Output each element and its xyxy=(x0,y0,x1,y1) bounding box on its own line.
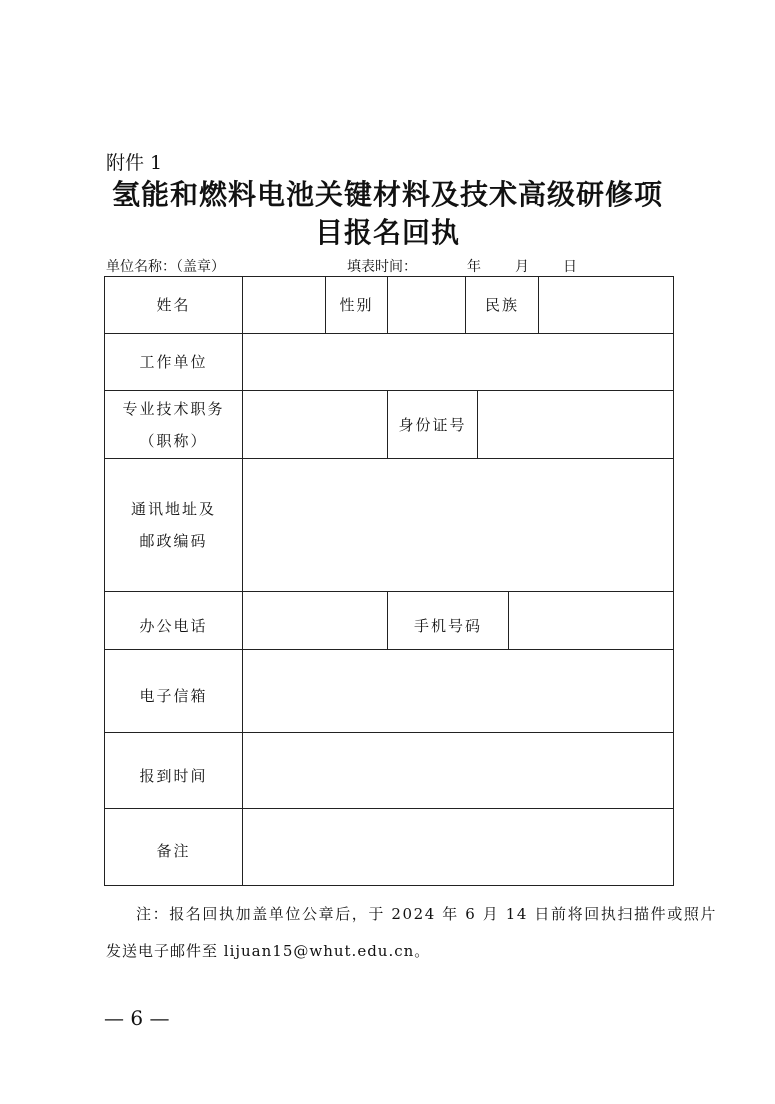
name-field[interactable] xyxy=(243,277,325,333)
gender-field[interactable] xyxy=(388,277,465,333)
address-label xyxy=(105,459,242,591)
office-phone-label: 办公电话 xyxy=(139,616,208,635)
attachment-label: 附件 1 xyxy=(106,152,163,174)
remarks-field[interactable] xyxy=(243,809,673,885)
id-number-field[interactable] xyxy=(478,391,673,458)
gender-label: 性别 xyxy=(339,296,374,314)
table-border xyxy=(104,885,674,886)
address-field[interactable] xyxy=(243,459,673,591)
document-title xyxy=(100,176,675,252)
title-line-1: 氢能和燃料电池关键材料及技术高级研修项 xyxy=(111,178,663,211)
professional-title-label xyxy=(105,391,242,458)
page-number: — 6 — xyxy=(104,1006,170,1030)
address-line-1: 通讯地址及 xyxy=(130,500,216,518)
office-phone-field[interactable] xyxy=(243,592,387,649)
unit-name-label: 单位名称：（盖章） xyxy=(106,259,225,275)
title-line-2: 目报名回执 xyxy=(314,216,460,249)
id-number-label: 身份证号 xyxy=(398,415,467,434)
arrival-time-label: 报到时间 xyxy=(139,766,208,785)
email-field[interactable] xyxy=(243,650,673,732)
professional-title-line-1: 专业技术职务 xyxy=(122,399,225,418)
table-border xyxy=(673,276,674,886)
professional-title-line-2: （职称） xyxy=(139,431,208,450)
day-label: 日 xyxy=(563,259,577,275)
note-line-1: 注：报名回执加盖单位公章后，于 2024 年 6 月 14 日前将回执扫描件或照片 xyxy=(136,905,718,923)
ethnicity-label: 民族 xyxy=(484,296,519,314)
workplace-field[interactable] xyxy=(243,334,673,390)
year-label: 年 xyxy=(467,259,481,275)
fill-time-label: 填表时间： xyxy=(347,259,417,275)
workplace-label: 工作单位 xyxy=(139,353,208,371)
note-line-2: 发送电子邮件至 lijuan15@whut.edu.cn。 xyxy=(106,942,431,960)
mobile-field[interactable] xyxy=(509,592,673,649)
professional-title-field[interactable] xyxy=(243,391,387,458)
address-line-2: 邮政编码 xyxy=(139,532,208,550)
month-label: 月 xyxy=(515,259,529,275)
name-label: 姓名 xyxy=(156,296,191,314)
mobile-label: 手机号码 xyxy=(413,616,482,635)
remarks-label: 备注 xyxy=(156,842,191,860)
arrival-time-field[interactable] xyxy=(243,733,673,808)
email-label: 电子信箱 xyxy=(139,687,208,705)
ethnicity-field[interactable] xyxy=(539,277,673,333)
